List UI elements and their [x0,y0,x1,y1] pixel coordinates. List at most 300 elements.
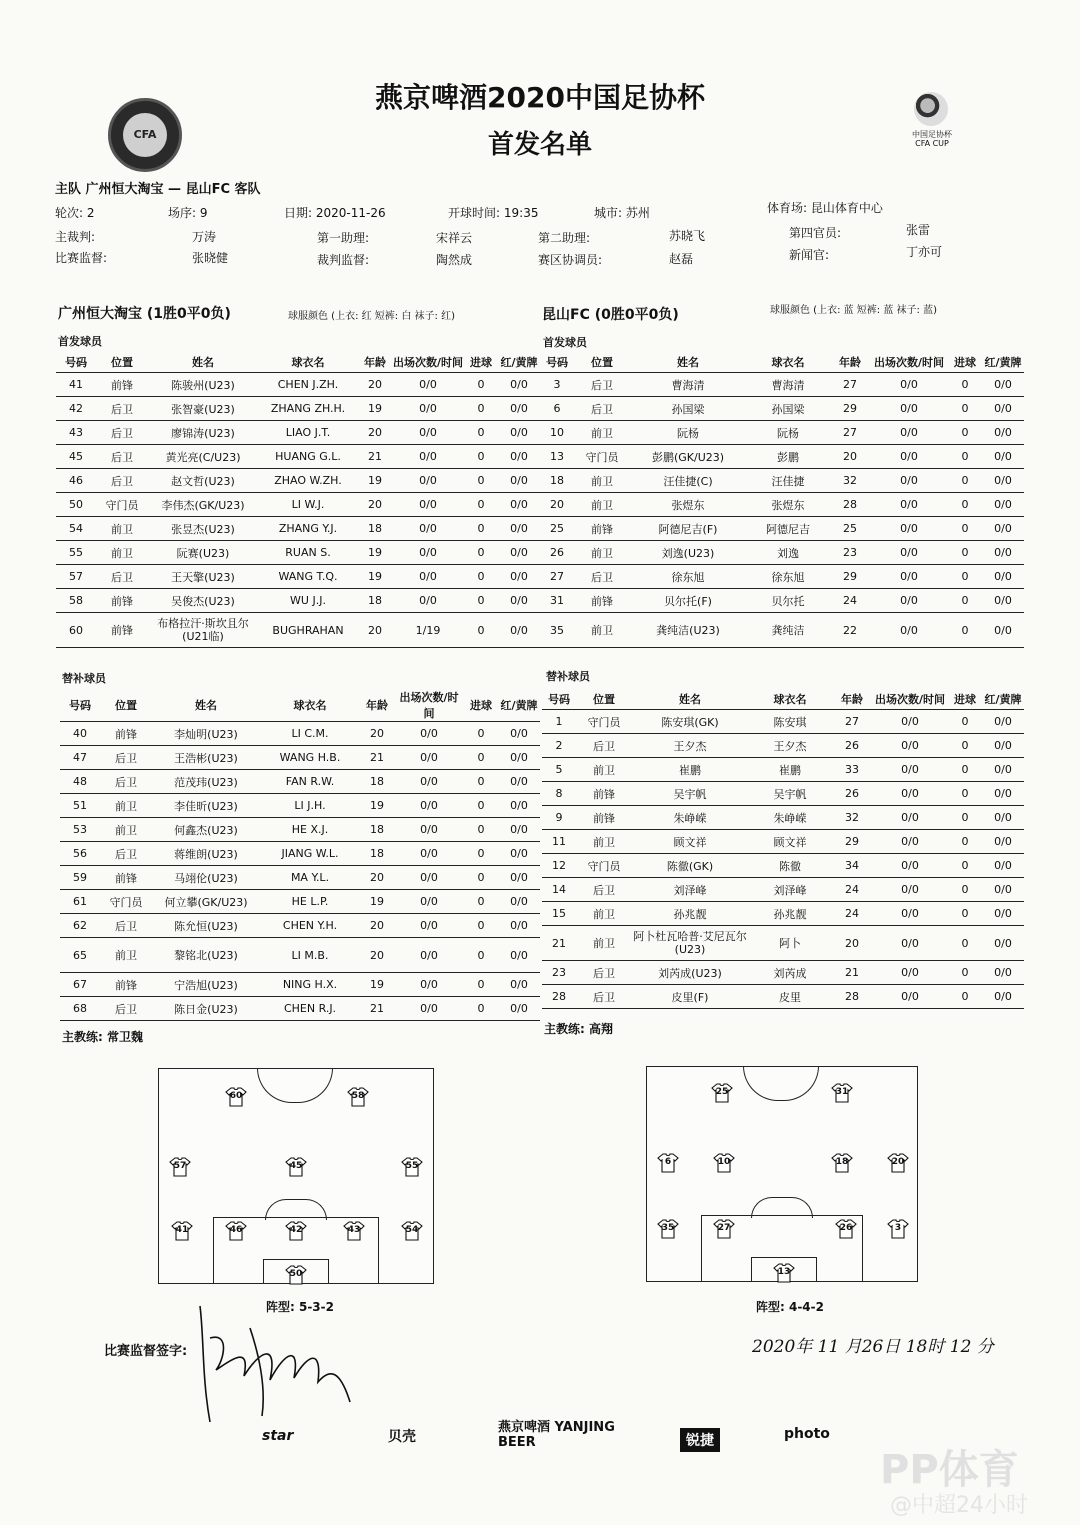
table-row [56,589,540,613]
fourth-value: 张雷 [906,223,931,237]
cell-goals: 0 [464,373,498,397]
cell-name: 阮赛(U23) [148,541,258,565]
cell-age: 24 [832,878,872,902]
cell-apps: 0/0 [394,938,464,973]
cell-apps: 0/0 [394,842,464,866]
kickoff-label: 开球时间: [448,206,501,220]
cell-number: 46 [56,469,96,493]
table-row [540,613,1024,648]
ar1-value: 宋祥云 [436,231,473,245]
col-number: 号码 [56,352,96,373]
cell-shirt-name: LI W.J. [258,493,358,517]
cell-age: 18 [360,770,394,794]
cell-shirt-name: JIANG W.L. [260,842,360,866]
cell-name: 赵文哲(U23) [148,469,258,493]
col-position: 位置 [96,352,148,373]
table-row [542,830,1024,854]
cell-number: 41 [56,373,96,397]
cell-age: 20 [358,613,392,648]
sponsor-photo: photo [784,1426,830,1442]
cell-number: 53 [60,818,100,842]
shirt-number: 10 [717,1157,731,1167]
cell-age: 18 [358,517,392,541]
cell-goals: 0 [464,842,498,866]
cell-number: 20 [540,493,574,517]
cell-cards: 0/0 [498,866,540,890]
cell-name: 陈安琪(GK) [632,710,748,734]
cell-name: 阮杨 [630,421,746,445]
col-position: 位置 [574,352,630,373]
cell-position: 前锋 [574,517,630,541]
cell-number: 25 [540,517,574,541]
cell-apps: 0/0 [392,421,464,445]
cell-name: 刘芮成(U23) [632,961,748,985]
cell-age: 33 [832,758,872,782]
cell-apps: 0/0 [870,613,948,648]
cell-goals: 0 [948,373,982,397]
col-name: 姓名 [632,689,748,710]
table-row [542,961,1024,985]
cell-goals: 0 [464,866,498,890]
cell-name: 马翊伦(U23) [152,866,260,890]
table-row [542,806,1024,830]
cell-shirt-name: 张煜东 [746,493,830,517]
col-number: 号码 [542,689,576,710]
table-row [56,373,540,397]
cell-number: 9 [542,806,576,830]
cell-name: 何立攀(GK/U23) [152,890,260,914]
away-team-name: 昆山FC (0胜0平0负) [542,307,679,323]
page-subtitle: 首发名单 [487,130,592,160]
cell-cards: 0/0 [498,541,540,565]
press-value: 丁亦可 [906,245,943,259]
supervisor-label: 比赛监督: [55,251,108,265]
cell-position: 守门员 [100,890,152,914]
cell-number: 40 [60,722,100,746]
cell-goals: 0 [464,914,498,938]
player-shirt-icon [285,1265,307,1285]
col-goals: 进球 [464,689,498,722]
date-info [284,204,386,221]
cell-number: 15 [542,902,576,926]
table-row [56,613,540,648]
date-value: 2020-11-26 [315,206,386,220]
shirt-number: 43 [347,1225,361,1235]
cell-shirt-name: 吴宇帆 [748,782,832,806]
col-shirt-name: 球衣名 [258,352,358,373]
cell-goals: 0 [948,469,982,493]
cell-cards: 0/0 [498,613,540,648]
cell-shirt-name: LI J.H. [260,794,360,818]
cell-number: 58 [56,589,96,613]
cell-cards: 0/0 [982,517,1024,541]
cell-name: 陈允恒(U23) [152,914,260,938]
cell-cards: 0/0 [498,770,540,794]
col-goals: 进球 [948,352,982,373]
table-row [540,493,1024,517]
cell-apps: 1/19 [392,613,464,648]
cell-apps: 0/0 [394,890,464,914]
cell-apps: 0/0 [394,722,464,746]
cell-name: 皮里(F) [632,985,748,1009]
cell-position: 后卫 [100,997,152,1021]
matchup: 主队 广州恒大淘宝 — 昆山FC 客队 [55,182,261,197]
cell-cards: 0/0 [982,710,1024,734]
cell-position: 后卫 [96,565,148,589]
cell-number: 12 [542,854,576,878]
player-shirt-icon [773,1263,795,1283]
cell-shirt-name: 朱峥嵘 [748,806,832,830]
cell-age: 18 [360,842,394,866]
cell-cards: 0/0 [982,734,1024,758]
cell-number: 67 [60,973,100,997]
col-goals: 进球 [948,689,982,710]
cfa-logo-text: CFA [123,113,167,157]
cell-number: 26 [540,541,574,565]
cell-shirt-name: HE X.J. [260,818,360,842]
cell-number: 60 [56,613,96,648]
cell-apps: 0/0 [872,782,948,806]
cell-number: 62 [60,914,100,938]
player-shirt-icon [713,1153,735,1173]
cell-apps: 0/0 [872,758,948,782]
cell-age: 21 [832,961,872,985]
home-formation: 阵型: 5-3-2 [266,1300,334,1314]
cell-number: 57 [56,565,96,589]
cell-shirt-name: HUANG G.L. [258,445,358,469]
cell-cards: 0/0 [498,794,540,818]
cell-number: 56 [60,842,100,866]
shirt-number: 25 [715,1087,729,1097]
cell-name: 王天擎(U23) [148,565,258,589]
player-shirt-icon [887,1219,909,1239]
cell-age: 27 [830,421,870,445]
sponsor-ruijie: 锐捷 [680,1428,720,1452]
cell-apps: 0/0 [394,997,464,1021]
cell-age: 20 [358,493,392,517]
cell-age: 26 [832,734,872,758]
date-label: 日期: [284,206,313,220]
cell-position: 后卫 [576,961,632,985]
cell-cards: 0/0 [982,902,1024,926]
cell-position: 前卫 [576,830,632,854]
cell-name: 阿德尼吉(F) [630,517,746,541]
cell-position: 前卫 [576,926,632,961]
table-row [56,421,540,445]
table-header-row [56,352,540,373]
cell-name: 曹海清 [630,373,746,397]
shirt-number: 41 [175,1225,189,1235]
cell-shirt-name: 阮杨 [746,421,830,445]
ar2-value: 苏晓飞 [669,229,706,243]
table-row [60,746,540,770]
cell-age: 24 [832,902,872,926]
table-row [542,926,1024,961]
cell-cards: 0/0 [498,973,540,997]
cell-apps: 0/0 [872,985,948,1009]
city-value: 苏州 [625,206,650,220]
cell-position: 前锋 [100,866,152,890]
cell-number: 42 [56,397,96,421]
cell-number: 54 [56,517,96,541]
cell-goals: 0 [464,818,498,842]
cell-name: 汪佳捷(C) [630,469,746,493]
cell-age: 20 [360,722,394,746]
cell-cards: 0/0 [982,373,1024,397]
home-subs-label: 替补球员 [62,672,106,685]
cell-shirt-name: FAN R.W. [260,770,360,794]
cell-shirt-name: ZHANG Y.J. [258,517,358,541]
cell-goals: 0 [948,961,982,985]
table-row [540,589,1024,613]
cell-goals: 0 [464,421,498,445]
col-apps: 出场次数/时间 [394,689,464,722]
cell-goals: 0 [948,878,982,902]
col-position: 位置 [576,689,632,710]
player-shirt-icon [835,1219,857,1239]
cell-goals: 0 [948,541,982,565]
cell-apps: 0/0 [872,830,948,854]
cell-position: 前卫 [574,469,630,493]
table-row [542,985,1024,1009]
player-shirt-icon [401,1221,423,1241]
cell-position: 前锋 [96,589,148,613]
cell-name: 何鑫杰(U23) [152,818,260,842]
cell-position: 前卫 [100,794,152,818]
sponsor-yanjing: 燕京啤酒 YANJING BEER [498,1420,615,1450]
cell-shirt-name: 阿德尼吉 [746,517,830,541]
table-row [60,914,540,938]
cell-apps: 0/0 [392,517,464,541]
cell-age: 28 [830,493,870,517]
col-age: 年龄 [360,689,394,722]
cell-age: 19 [360,973,394,997]
cell-number: 13 [540,445,574,469]
away-starters-label: 首发球员 [543,336,587,349]
cell-name: 陈徹(GK) [632,854,748,878]
col-apps: 出场次数/时间 [872,689,948,710]
cell-shirt-name: CHEN J.ZH. [258,373,358,397]
cell-number: 6 [540,397,574,421]
cell-position: 前锋 [574,589,630,613]
cell-number: 68 [60,997,100,1021]
cell-name: 顾文祥 [632,830,748,854]
col-position: 位置 [100,689,152,722]
home-coach: 主教练: 常卫魏 [62,1030,143,1044]
cell-number: 8 [542,782,576,806]
cell-shirt-name: 顾文祥 [748,830,832,854]
cell-name: 徐东旭 [630,565,746,589]
cell-age: 20 [830,445,870,469]
shirt-number: 45 [289,1161,303,1171]
cell-number: 28 [542,985,576,1009]
player-shirt-icon [831,1083,853,1103]
cell-name: 吴俊杰(U23) [148,589,258,613]
cell-apps: 0/0 [870,589,948,613]
col-cards: 红/黄牌 [498,689,540,722]
cell-goals: 0 [464,973,498,997]
cell-shirt-name: 孙兆靓 [748,902,832,926]
sponsor-beike: 贝壳 [388,1429,416,1445]
shirt-number: 46 [229,1225,243,1235]
cell-name: 陈骏州(U23) [148,373,258,397]
cell-goals: 0 [948,493,982,517]
table-row [56,565,540,589]
table-row [60,818,540,842]
shirt-number: 54 [405,1225,419,1235]
table-row [540,421,1024,445]
cell-name: 李伟杰(GK/U23) [148,493,258,517]
ref-supervisor-label: 裁判监督: [317,253,370,267]
cell-shirt-name: 龚纯洁 [746,613,830,648]
cell-goals: 0 [464,541,498,565]
away-kit-colors: 球服颜色 (上衣: 蓝 短裤: 蓝 袜子: 蓝) [770,305,937,316]
col-cards: 红/黄牌 [498,352,540,373]
cell-position: 后卫 [96,421,148,445]
cell-goals: 0 [464,517,498,541]
cell-apps: 0/0 [392,565,464,589]
cell-goals: 0 [948,565,982,589]
cell-apps: 0/0 [870,445,948,469]
cell-cards: 0/0 [982,878,1024,902]
cell-cards: 0/0 [982,806,1024,830]
cell-name: 崔鹏 [632,758,748,782]
cell-position: 后卫 [100,914,152,938]
cell-shirt-name: ZHAO W.ZH. [258,469,358,493]
cell-name: 布格拉汗·斯坎且尔(U21临) [148,613,258,648]
cell-cards: 0/0 [982,565,1024,589]
cell-position: 前锋 [100,973,152,997]
player-shirt-icon [657,1153,679,1173]
cell-apps: 0/0 [872,710,948,734]
cell-age: 29 [832,830,872,854]
cell-age: 18 [360,818,394,842]
cell-cards: 0/0 [498,469,540,493]
cell-number: 11 [542,830,576,854]
cell-apps: 0/0 [872,926,948,961]
table-row [60,794,540,818]
cell-age: 23 [830,541,870,565]
cell-number: 31 [540,589,574,613]
cell-apps: 0/0 [394,914,464,938]
table-row [542,734,1024,758]
ar2-label: 第二助理: [538,231,591,245]
cell-age: 21 [360,746,394,770]
shirt-number: 35 [661,1223,675,1233]
away-subs-label: 替补球员 [546,670,590,683]
cell-apps: 0/0 [392,445,464,469]
cell-age: 19 [358,565,392,589]
cell-position: 守门员 [96,493,148,517]
player-shirt-icon [343,1221,365,1241]
cell-cards: 0/0 [982,830,1024,854]
cell-cards: 0/0 [982,469,1024,493]
cell-apps: 0/0 [870,517,948,541]
cell-name: 刘泽峰 [632,878,748,902]
cell-goals: 0 [464,794,498,818]
col-name: 姓名 [152,689,260,722]
player-shirt-icon [225,1087,247,1107]
cell-name: 张煜东 [630,493,746,517]
cell-age: 20 [360,866,394,890]
table-row [542,758,1024,782]
cell-number: 59 [60,866,100,890]
table-row [540,469,1024,493]
cell-goals: 0 [948,854,982,878]
shirt-number: 18 [835,1157,849,1167]
cell-position: 后卫 [574,565,630,589]
cell-cards: 0/0 [498,565,540,589]
table-row [60,722,540,746]
cell-name: 张昱杰(U23) [148,517,258,541]
cell-cards: 0/0 [982,961,1024,985]
cell-shirt-name: 贝尔托 [746,589,830,613]
cell-shirt-name: 崔鹏 [748,758,832,782]
ar1-label: 第一助理: [317,231,370,245]
table-row [540,373,1024,397]
cell-position: 后卫 [100,842,152,866]
cell-cards: 0/0 [498,842,540,866]
table-row [540,397,1024,421]
cell-shirt-name: 皮里 [748,985,832,1009]
table-row [542,782,1024,806]
cell-apps: 0/0 [872,878,948,902]
match-no-value: 9 [199,206,208,220]
cell-name: 范茂玮(U23) [152,770,260,794]
cell-name: 李佳昕(U23) [152,794,260,818]
cell-age: 20 [358,373,392,397]
cell-cards: 0/0 [982,445,1024,469]
cell-position: 守门员 [576,710,632,734]
cell-apps: 0/0 [392,541,464,565]
cell-apps: 0/0 [872,902,948,926]
away-formation: 阵型: 4-4-2 [756,1300,824,1314]
player-shirt-icon [285,1157,307,1177]
cell-number: 35 [540,613,574,648]
cell-goals: 0 [464,565,498,589]
cell-goals: 0 [948,421,982,445]
match-no-info [168,204,208,221]
home-team-name: 广州恒大淘宝 (1胜0平0负) [58,306,231,322]
cell-name: 阿卜杜瓦哈普·艾尼瓦尔(U23) [632,926,748,961]
cell-goals: 0 [464,938,498,973]
table-row [60,973,540,997]
cell-apps: 0/0 [392,493,464,517]
cell-position: 后卫 [96,445,148,469]
cell-name: 龚纯洁(U23) [630,613,746,648]
cell-age: 20 [832,926,872,961]
cell-name: 宁浩旭(U23) [152,973,260,997]
cell-number: 3 [540,373,574,397]
away-coach: 主教练: 高翔 [544,1022,613,1036]
cell-cards: 0/0 [982,589,1024,613]
cell-number: 5 [542,758,576,782]
cell-goals: 0 [464,746,498,770]
cell-number: 21 [542,926,576,961]
cell-cards: 0/0 [982,541,1024,565]
cell-position: 前卫 [100,938,152,973]
cell-number: 43 [56,421,96,445]
cell-cards: 0/0 [982,985,1024,1009]
cell-position: 后卫 [96,397,148,421]
cell-apps: 0/0 [872,734,948,758]
table-row [60,938,540,973]
cell-shirt-name: 汪佳捷 [746,469,830,493]
cell-position: 后卫 [96,469,148,493]
cell-goals: 0 [464,997,498,1021]
cell-shirt-name: ZHANG ZH.H. [258,397,358,421]
cell-apps: 0/0 [870,493,948,517]
